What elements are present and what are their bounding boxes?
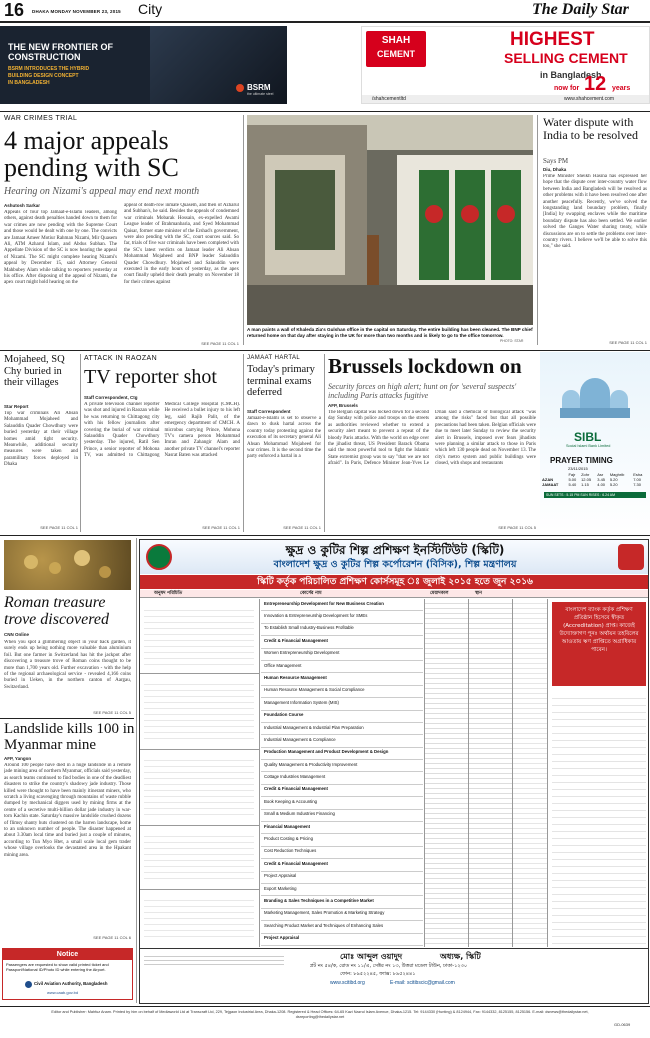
brussels-headline: Brussels lockdown on bbox=[328, 354, 522, 378]
mojaheed-body: Top war criminals Ali Ahsan Mohammad Mojaheed and Salauddin Quader Chowdhury were buried yesterday at their village homes amid tight security. Meanwhile, additional security measures were taken and paramilitary forces deployed in Dhaka bbox=[4, 411, 78, 468]
landslide-see-page[interactable]: SEE PAGE 11 COL 6 bbox=[93, 935, 131, 940]
water-byline: Diu, Dhaka bbox=[543, 167, 567, 172]
course-item: Cost Reduction Techniques bbox=[261, 847, 423, 859]
bsrm-ad[interactable] bbox=[0, 26, 287, 104]
date-column-2 bbox=[468, 599, 512, 947]
bscic-logo-icon bbox=[146, 544, 172, 570]
page-number: 16 bbox=[4, 0, 25, 20]
bscic-ad bbox=[139, 539, 649, 1004]
masthead bbox=[0, 0, 650, 22]
dateline: DHAKA MONDAY NOVEMBER 23, 2015 bbox=[32, 9, 121, 14]
course-item: Women Entrepreneurship Development bbox=[261, 649, 423, 661]
course-item: Credit & Financial Management bbox=[261, 785, 423, 797]
course-item: Product Costing & Pricing bbox=[261, 834, 423, 846]
roman-see-page[interactable]: SEE PAGE 11 COL 5 bbox=[93, 710, 131, 715]
lead-col2: appeal of death-row inmate Quasem, and then of Azharul and Subhan's, he said. Besides the appeals of condemned war criminals Mobarak Hossain, ex-expelled Awami League leader of Brahmanbaria, and Syed Mohammad Qaisar, former state minister of the Ershad's government, were also pending with the SC, court sources said. So far, trials of five war criminals have been completed with the SC's latest verdicts on Jamaat leader Ali Ahsan Mohammad Mojaheed and BNP leader Salauddin Quader Chowdhury. Mojaheed and Salauddin were executed in the early hours of yesterday, as the apex court finally upheld their death penalty on November 18 for their crimes against bbox=[124, 203, 239, 285]
landslide-body: Around 100 people have died in a huge landslide in a remote jade mining area of northern Myanmar, officials said yesterday, as search teams continued to find bodies in one of the deadliest disasters to strike the country's shadowy jade industry. Those killed were thought to have been mainly itinerant miners, who scratch a living scavenging through mountains of waste rubble dumped by mechanical diggers used by mining firms at the centre of a secretive multi-billion dollar jade industry in war-torn Kachin state. Saturday's massive landslide crushed dozens of flimsy shanty huts clustered on the barren landscape, home to an unknown number of people. The disaster happened at about 3.30am local time and buried just a couple of minutes, according to Tun Myo Htet, a small scale local gem trader whose village overlooks the devastated area in the Hpakant mining area. bbox=[4, 763, 131, 858]
sibl-logo: SIBL bbox=[574, 430, 602, 444]
course-item: Innovation & Entrepreneurship Development for SMEs bbox=[261, 611, 423, 623]
course-item: Production Management and Product Development & Design bbox=[261, 748, 423, 760]
bscic-phone: ফোন: ৮৯৫২২৪৫, ফ্যাক্স: ৮৯৫২৪৪১ bbox=[340, 971, 416, 977]
shah-website[interactable]: www.shahcement.com bbox=[564, 96, 615, 102]
notice-web[interactable]: www.caab.gov.bd bbox=[47, 990, 79, 995]
notice-body: Passengers are requested to show valid printed ticket and Passport/National ID/Photo ID while entering the Airport. bbox=[6, 962, 109, 972]
water-see-page[interactable]: SEE PAGE 11 COL 1 bbox=[609, 340, 647, 345]
jamaat-body: Jamaat-e-Islami is set to observe a dawn to dusk hartal across the country today protesting against the execution of its secretary general Ali Ahsan Mohammad Mojaheed for war crimes. It is the second time the party enforced a hartal in a bbox=[247, 416, 321, 460]
mojaheed-byline: Star Report bbox=[4, 404, 29, 409]
place-column bbox=[512, 599, 548, 947]
footer-code: GD-0639 bbox=[614, 1022, 631, 1027]
roman-byline: CNN Online bbox=[4, 632, 30, 637]
prayer-row-jamaat: JAMAAT 5.40 1.15 4.00 5.20 7.30 bbox=[542, 482, 641, 487]
roman-body: When you spot a glimmering object in your back garden, it surely ends up being nothing more valuable than aluminium foil. But one farmer in Switzerland has hit the jackpot after discovering a treasure trove of Roman coins thought to be more than 1,700 years old. Further excavation - with the help of the regional archaeological service - revealed 4,166 coins buried in Ueken, in the northern canton of Aargau, Switzerland. bbox=[4, 640, 131, 690]
bscic-contact-title: অধ্যক্ষ, স্কিটি bbox=[440, 952, 481, 961]
lead-byline: Ashutosh Sarkar bbox=[4, 203, 41, 208]
shah-headline1: HIGHEST bbox=[510, 29, 595, 50]
bsrm-logo-icon bbox=[236, 84, 244, 92]
roman-image bbox=[4, 540, 131, 590]
course-item: Human Resource Management bbox=[261, 673, 423, 685]
course-list bbox=[261, 599, 423, 947]
roman-headline: Roman treasure trove discovered bbox=[4, 594, 109, 628]
bsrm-line1: THE NEW FRONTIER OF bbox=[8, 42, 113, 52]
landslide-headline: Landslide kills 100 in Myanmar mine bbox=[4, 721, 135, 753]
shah-years: years bbox=[612, 85, 631, 92]
jamaat-kicker: JAMAAT HARTAL bbox=[247, 355, 301, 361]
notice-title: Notice bbox=[3, 949, 132, 960]
shah-sub: in Bangladesh bbox=[540, 70, 602, 80]
course-item: Export Marketing bbox=[261, 884, 423, 896]
bscic-banner: স্কিটি কর্তৃক পরিচালিত প্রশিক্ষণ কোর্সসমূহ ঃ জুলাই ২০১৫ হতে জুন ২০১৬ bbox=[140, 575, 649, 589]
shah-cement-ad[interactable] bbox=[361, 26, 650, 104]
bscic-table-header: অনুষদ পরিচিতি কোর্সের নাম মেয়াদকাল স্থান bbox=[140, 590, 649, 598]
bscic-title: ক্ষুদ্র ও কুটির শিল্প প্রশিক্ষণ ইনস্টিটিউট (স্কিটি) bbox=[285, 543, 505, 557]
bscic-address: প্লট নং ৫৪/ক, রোড নং ১১/এ, সেক্টর নং ১৩, উত্তরা মডেল টাউন, ঢাকা-১২৩০ bbox=[310, 963, 468, 969]
tv-kicker: ATTACK IN RAOZAN bbox=[84, 355, 158, 362]
brussels-see-page[interactable]: SEE PAGE 11 COL 5 bbox=[498, 525, 536, 530]
brussels-body: The Belgian capital was locked down for a second day Sunday with police and troops on the streets as authorities reviewed whether to extend a security alert meant to prevent a repeat of the bloody Paris attacks. With the world on edge over the jihadist threat, US President Barack Obama said the most powerful tool to fight the Islamic State extremist group was to say "that we are not afraid". In Paris, Defence Minister Jean-Yves Le Drian said a chemical or biological attack "was among the risks" faced but that all possible precautions had been taken. Belgian officials were due to meet later Sunday to review the security alert in Brussels, imposed over fears jihadists were planning a similar attack to those in Paris which left 130 people dead on November 13. The city's metro system and public buildings were closed, with shops and restaurants bbox=[328, 410, 536, 467]
course-item: Entrepreneurship Development for New Business Creation bbox=[261, 599, 423, 611]
bsrm-line3: BSRM INTRODUCES THE HYBRID bbox=[8, 66, 90, 72]
lead-kicker: WAR CRIMES TRIAL bbox=[4, 115, 78, 122]
tv-headline: TV reporter shot bbox=[84, 366, 217, 388]
course-item: Branding & Sales Techniques in a Competitive Market bbox=[261, 896, 423, 908]
lead-deck: Hearing on Nizami's appeal may end next month bbox=[4, 186, 200, 197]
course-item: Small & Medium Industries Financing bbox=[261, 810, 423, 822]
water-body: Prime Minister Sheikh Hasina has expressed her hope that the dispute over inter-country water flow between India and Bangladesh will be resolved as other problems with it have been resolved one after another peacefully. Recently, we've solved the longstanding land boundary problem, finally [India] by swapping enclaves while the maritime boundary dispute has also been settled. We earlier solved the Ganges Water sharing treaty, while discussions are on to settle the problems over inter-country rivers. I believe we'll be able to solve this too," she said. bbox=[543, 174, 647, 250]
mojaheed-see-page[interactable]: SEE PAGE 11 COL 1 bbox=[40, 525, 78, 530]
imprint: Editor and Publisher: Mahfuz Anam. Printed by him on behalf of Mediaworld Ltd at Transcraft Ltd, 229, Tejgaon Industrial Area, Dhaka-1208. Registered & Head Offices: 64-65 Kazi Nazrul Islam Avenue, Dhaka-1215. Tel: 9144330 (Hunting) & 8124944, Fax: 9144332, 8125155, 8125156. E-mail: dsnews@thedailystar.net, dsreporting@thedailystar.net bbox=[51, 1010, 589, 1019]
prayer-table bbox=[542, 472, 648, 487]
bscic-header bbox=[140, 540, 649, 574]
paper-name: The Daily Star bbox=[532, 1, 629, 18]
jamaat-see-page[interactable]: SEE PAGE 11 COL 1 bbox=[283, 525, 321, 530]
masthead-rule bbox=[0, 21, 650, 23]
course-item: Book Keeping & Accounting bbox=[261, 797, 423, 809]
landslide-byline: AFP, Yangon bbox=[4, 756, 32, 761]
shah-years-num: 12 bbox=[584, 73, 607, 95]
course-item: Cottage Industries Management bbox=[261, 772, 423, 784]
course-item: To Establish Small Industry-Business Profitable bbox=[261, 624, 423, 636]
lead-see-page[interactable]: SEE PAGE 11 COL 1 bbox=[201, 341, 239, 346]
tv-body: A private television channel reporter was shot and injured in Raozan while he was returning to Chittagong city with his fellow journalists after covering the burial of war criminal Salauddin Quader Chowdhury yesterday. The injured, Ratil Sen Prince, a senior reporter of Mohona TV, was admitted to Chittagong Medical College Hospital (CMCH). He received a bullet injury to his left leg, said Rajib Palit, of the emergency department of CMCH. A microbus carrying Prince, Mohona TV's camera person Mohammad Imran and Zahangir Alam and another private TV channel's reporter Nasrat Baten was attacked bbox=[84, 402, 240, 459]
bsrm-line4: BUILDING DESIGN CONCEPT bbox=[8, 73, 79, 79]
prayer-title: PRAYER TIMING bbox=[550, 456, 613, 465]
date-column bbox=[424, 599, 468, 947]
shah-facebook[interactable]: /shahcementltd bbox=[372, 96, 406, 102]
notice-box bbox=[2, 948, 133, 1000]
sibl-ad[interactable] bbox=[540, 352, 650, 532]
sibl-bank-full: Social Islami Bank Limited bbox=[566, 444, 611, 448]
bscic-logo2-icon bbox=[618, 544, 644, 570]
course-item: Office Management bbox=[261, 661, 423, 673]
course-item: Marketing Management, Sales Promotion & Marketing Strategy bbox=[261, 909, 423, 921]
course-item: Human Resource Management & Social Compliance bbox=[261, 686, 423, 698]
course-item: Management Information System (MIS) bbox=[261, 698, 423, 710]
top-ads-rule bbox=[0, 111, 650, 112]
course-item: Searching Product Market and Techniques of Enhancing Sales bbox=[261, 921, 423, 933]
bsrm-line5: IN BANGLADESH bbox=[8, 80, 50, 86]
sun-times: SUN SETS : 5.15 PM SUN RISES : 6.24 AM bbox=[544, 492, 646, 498]
shah-headline2: SELLING CEMENT bbox=[504, 50, 628, 66]
tv-see-page[interactable]: SEE PAGE 11 COL 1 bbox=[202, 525, 240, 530]
course-item: Credit & Financial Management bbox=[261, 636, 423, 648]
photo-khaleda-office bbox=[247, 115, 533, 325]
photo-credit: PHOTO: STAR bbox=[500, 339, 524, 343]
mosque-icon bbox=[560, 368, 630, 418]
shah-logo: SHAH CEMENT bbox=[366, 31, 426, 67]
bsrm-brand: BSRM bbox=[247, 83, 271, 92]
course-item: Financial Management bbox=[261, 822, 423, 834]
bsrm-tagline: the ultimate steel bbox=[247, 92, 274, 96]
shah-now-for: now for bbox=[554, 85, 580, 92]
course-item: Project Appraisal bbox=[261, 934, 423, 946]
accreditation-note: বাংলাদেশ ব্যাংক কর্তৃক প্রশিক্ষণ প্রতিষ্ঠান হিসেবে স্বীকৃত (Accreditation) প্রাপ্ত। কাজেই উদ্যোক্তাগণ পুনঃ অর্থায়ন তহবিলের আওতায় ঋণ প্রাপ্তিতে অগ্রাধিকার পাবেন। bbox=[552, 602, 646, 686]
course-item: Credit & Financial Management bbox=[261, 859, 423, 871]
prayer-row-azan: AZAN 5.00 12.05 3.45 5.20 7.00 bbox=[542, 477, 641, 482]
water-headline: Water dispute with India to be resolved bbox=[543, 115, 638, 142]
course-item: Quality Management & Productivity Improvement bbox=[261, 760, 423, 772]
bsrm-line2: CONSTRUCTION bbox=[8, 52, 81, 62]
bscic-web[interactable]: www.scitibd.org bbox=[330, 980, 365, 986]
brussels-byline: AFP, Brussels bbox=[328, 403, 358, 408]
course-item: Industrial Management & Compliance bbox=[261, 735, 423, 747]
lead-col1: Appeals of four top Jamaat-e-Islami leaders, among others, against death penalties handed down to them for war crimes are now pending with the Supreme Court and those would be dealt with one by one. The convicts are Jamaat Ameer Motiur Rahman Nizami, Mir Quasem Ali, ATM Azharul Islam, and Abdus Subhan. The Appellate Division of the SC is now hearing the appeal of Nizami. The SC might complete hearing Nizami's appeal by December 15, said Attorney General Mahbubey Alam while talking to reporters yesterday at his office. After disposing of the appeal of Nizami, the apex court might hold hearing on the bbox=[4, 210, 117, 286]
jamaat-headline: Today's primary terminal exams deferred bbox=[247, 364, 315, 398]
bscic-email[interactable]: E-mail: scitibscic@gmail.com bbox=[390, 980, 455, 986]
mojaheed-headline: Mojaheed, SQ Chy buried in their villages bbox=[4, 354, 65, 388]
course-item: Project Appraisal bbox=[261, 872, 423, 884]
bscic-subtitle: বাংলাদেশ ক্ষুদ্র ও কুটির শিল্প কর্পোরেশন (বিসিক), শিল্প মন্ত্রণালয় bbox=[273, 559, 517, 570]
water-sub: Says PM bbox=[543, 157, 569, 165]
bscic-contact-name: মোঃ আব্দুল ওয়াদুদ bbox=[340, 952, 403, 961]
course-item: Foundation Course bbox=[261, 711, 423, 723]
notes-list bbox=[552, 692, 646, 944]
faculty-column bbox=[140, 599, 260, 947]
brussels-deck: Security forces on high alert; hunt on for 'several suspects' including Paris attacks fugitive bbox=[328, 382, 517, 400]
bscic-footer bbox=[140, 948, 649, 1004]
course-item: Industrial Management & Industrial Plan Preparation bbox=[261, 723, 423, 735]
tv-byline: Staff Correspondent, Ctg bbox=[84, 395, 138, 400]
lead-headline: 4 major appeals pending with SC bbox=[4, 126, 179, 182]
prayer-date: 23/11/2015 bbox=[568, 466, 588, 471]
section-name: City bbox=[138, 1, 163, 17]
prayer-header-row: Fajr Zohr Asr Maghrib Esha bbox=[568, 472, 643, 477]
jamaat-byline: Staff Correspondent bbox=[247, 409, 291, 414]
photo-caption: A man paints a wall of Khaleda Zia's Gulshan office in the capital on Saturday. The entire building has been cleaned. The BNP chief returned home on that day after staying in the UK for more than two months and is likely to go to the office tomorrow. bbox=[247, 327, 533, 338]
caab-logo-icon bbox=[25, 981, 32, 988]
notice-authority: Civil Aviation Authority, Bangladesh bbox=[34, 981, 108, 986]
